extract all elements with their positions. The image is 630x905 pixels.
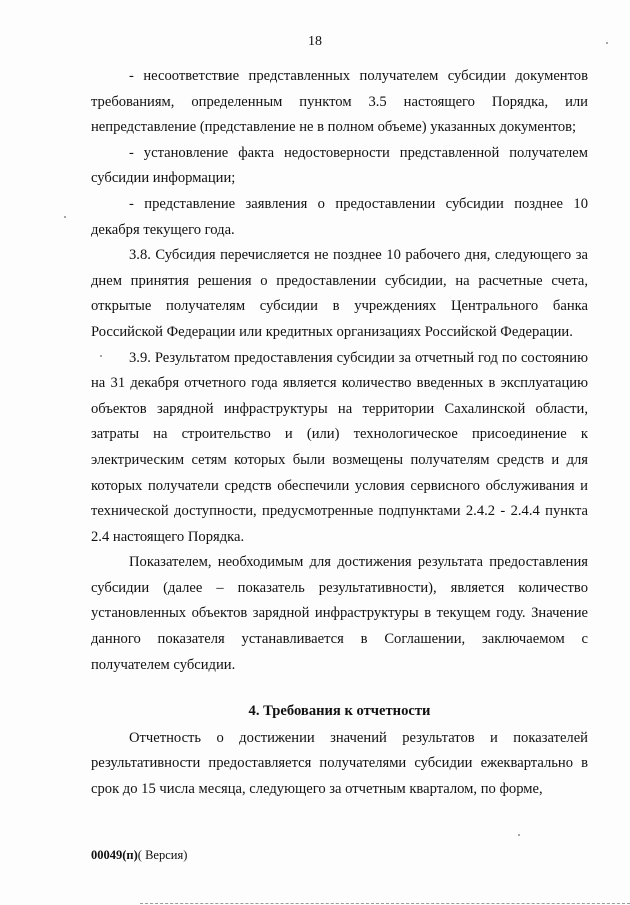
- document-body: [91, 64, 588, 803]
- scan-speck: [606, 42, 608, 44]
- document-code: 00049(п): [91, 848, 138, 862]
- paragraph-2: - установление факта недостоверности представленной получателем субсидии информации;: [91, 144, 588, 187]
- section-paragraph: Отчетность о достижении значений результатов и показателей результативности предоставляется получателями субсидии ежеквартально в срок до 15 числа месяца, следующего за отчетным кварталом, по форме,: [91, 729, 588, 798]
- paragraph-1: - несоответствие представленных получателем субсидии документов требованиям, определенным пунктом 3.5 настоящего Порядка, или непредставление (представление не в полном объеме) указанных документов;: [91, 68, 588, 136]
- version-label: ( Версия): [137, 848, 188, 862]
- scan-speck: [100, 355, 102, 357]
- scan-speck: [64, 216, 66, 218]
- paragraph-3-8: 3.8. Субсидия перечисляется не позднее 10 рабочего дня, следующего за днем принятия решения о предоставлении субсидии, на расчетные счета, открытые получателям субсидии в учреждениях Центрального банка Российской Федерации или кредитных организациях Российской Федерации.: [91, 247, 588, 340]
- section-heading: 4. Требования к отчетности: [248, 703, 431, 720]
- paragraph-3: - представление заявления о предоставлении субсидии позднее 10 декабря текущего года.: [91, 195, 588, 238]
- page-number: 18: [308, 34, 322, 49]
- paragraph-indicator: Показателем, необходимым для достижения результата предоставления субсидии (далее – показатель результативности), является количество установленных объектов зарядной инфраструктуры в текущем году. Значение данного показателя устанавливается в Соглашении, заключаемом с получателем субсидии.: [91, 554, 588, 673]
- footer-code: [91, 848, 187, 863]
- scan-speck: [518, 834, 520, 836]
- scan-edge-line: [140, 903, 630, 904]
- paragraph-3-9: 3.9. Результатом предоставления субсидии за отчетный год по состоянию на 31 декабря отчетного года является количество введенных в эксплуатацию объектов зарядной инфраструктуры на территории Сахалинской области, затраты на строительство и (или) технологическое присоединение к электрическим сетям которых были возмещены получателям средств и для которых получатели средств обеспечили условия сервисного обслуживания и технической доступности, предусмотренные подпунктами 2.4.2 - 2.4.4 пункта 2.4 настоящего Порядка.: [91, 349, 588, 545]
